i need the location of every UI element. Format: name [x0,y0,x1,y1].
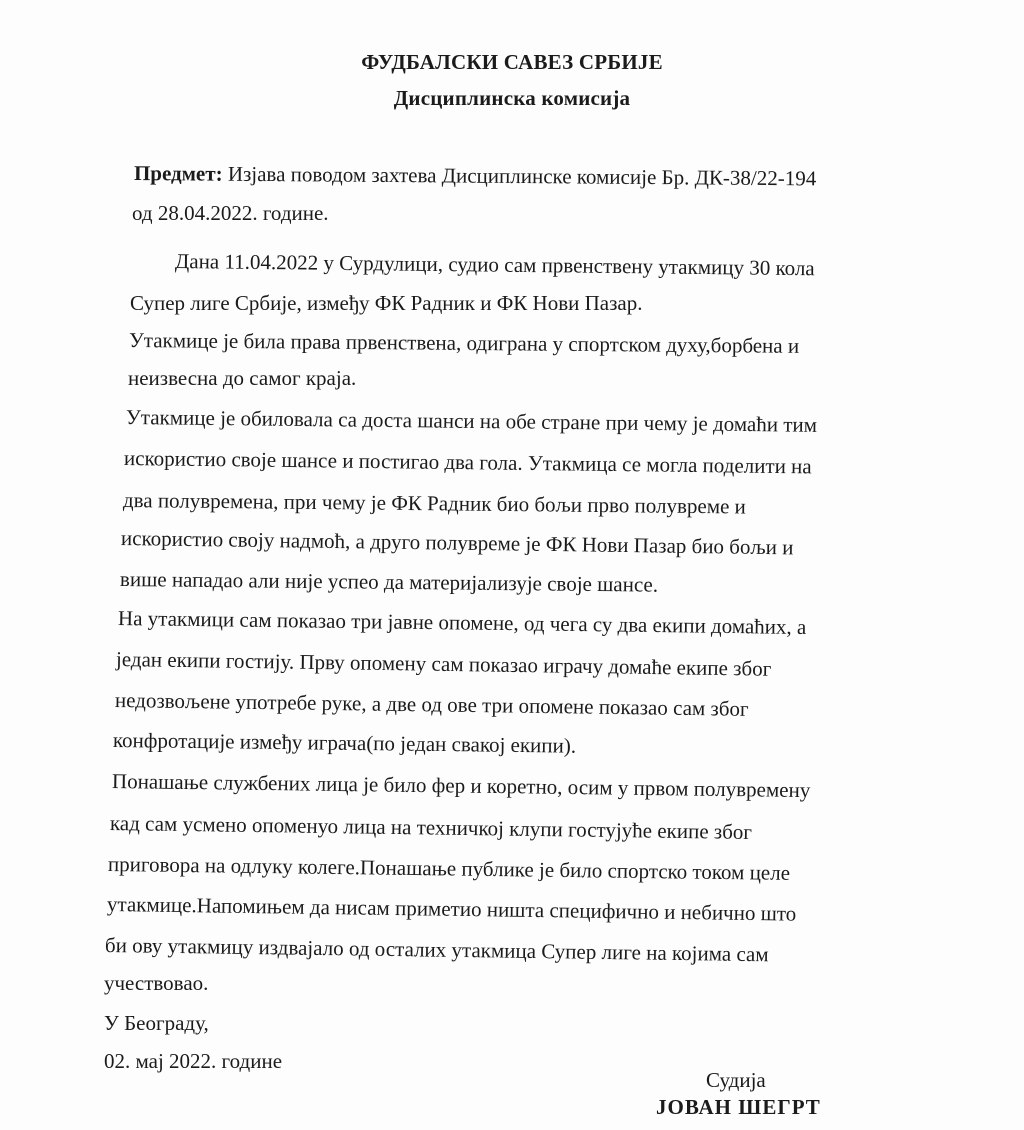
body-line-16: приговора на одлуку колеге.Понашање публике је било спортско током целе [107,852,791,885]
body-line-11: један екипи гостију. Прву опомену сам показао играчу домаће екипе због [115,647,772,681]
subject-text: Изјава поводом захтева Дисциплинске комисије Бр. ДК-38/22-194 [227,161,817,191]
closing-place: У Београду, [104,1011,209,1035]
body-line-6: искористио своје шансе и постигао два гола. Утакмица се могла поделити на [123,446,812,479]
body-line-3: Утакмице је била права првенствена, одиграна у спортском духу,борбена и [128,328,800,358]
closing-date: 02. мај 2022. године [104,1049,283,1073]
body-line-4: неизвесна до самог краја. [128,366,357,390]
body-line-1: Дана 11.04.2022 у Сурдулици, судио сам првенствену утакмицу 30 кола [174,249,815,281]
body-line-14: Понашање службених лица је било фер и коретно, осим у првом полувремену [111,769,811,803]
body-line-13: конфротације између играча(по један свакој екипи). [112,728,577,758]
subject-line-1 [134,160,816,191]
body-line-19: учествовао. [104,971,209,995]
body-line-8: искористио своју надмоћ, а друго полувреме је ФК Нови Пазар био бољи и [120,526,794,560]
commission-heading: Дисциплинска комисија [393,86,631,110]
body-line-2: Супер лиге Србије, између ФК Радник и ФК Нови Пазар. [130,291,643,315]
body-line-15: кад сам усмено опоменуо лица на техничкој клупи гостујуће екипе због [109,811,753,844]
body-line-5: Утакмице је обиловала са доста шанси на обе стране при чему је домаћи тим [125,405,818,437]
body-line-18: би ову утакмицу издвајало од осталих утакмица Супер лиге на којима сам [104,933,769,967]
subject-line-2: од 28.04.2022. године. [132,201,329,225]
signature-title: Судија [706,1068,766,1092]
organization-heading: ФУДБАЛСКИ САВЕЗ СРБИЈЕ [361,50,663,74]
body-line-12: недозвољене употребе руке, а две од ове три опомене показао сам због [114,688,749,721]
body-line-7: два полувремена, при чему је ФК Радник био бољи прво полувреме и [122,488,746,519]
body-line-9: више нападао али није успео да материјализује своје шансе. [119,567,659,597]
body-line-10: На утакмици сам показао три јавне опомене, од чега су два екипи домаћих, а [117,606,807,640]
signature-name: ЈОВАН ШЕГРТ [656,1095,821,1119]
body-line-17: утакмице.Напомињем да нисам приметио ништа специфично и небично што [106,892,797,926]
subject-label: Предмет: [133,161,223,186]
